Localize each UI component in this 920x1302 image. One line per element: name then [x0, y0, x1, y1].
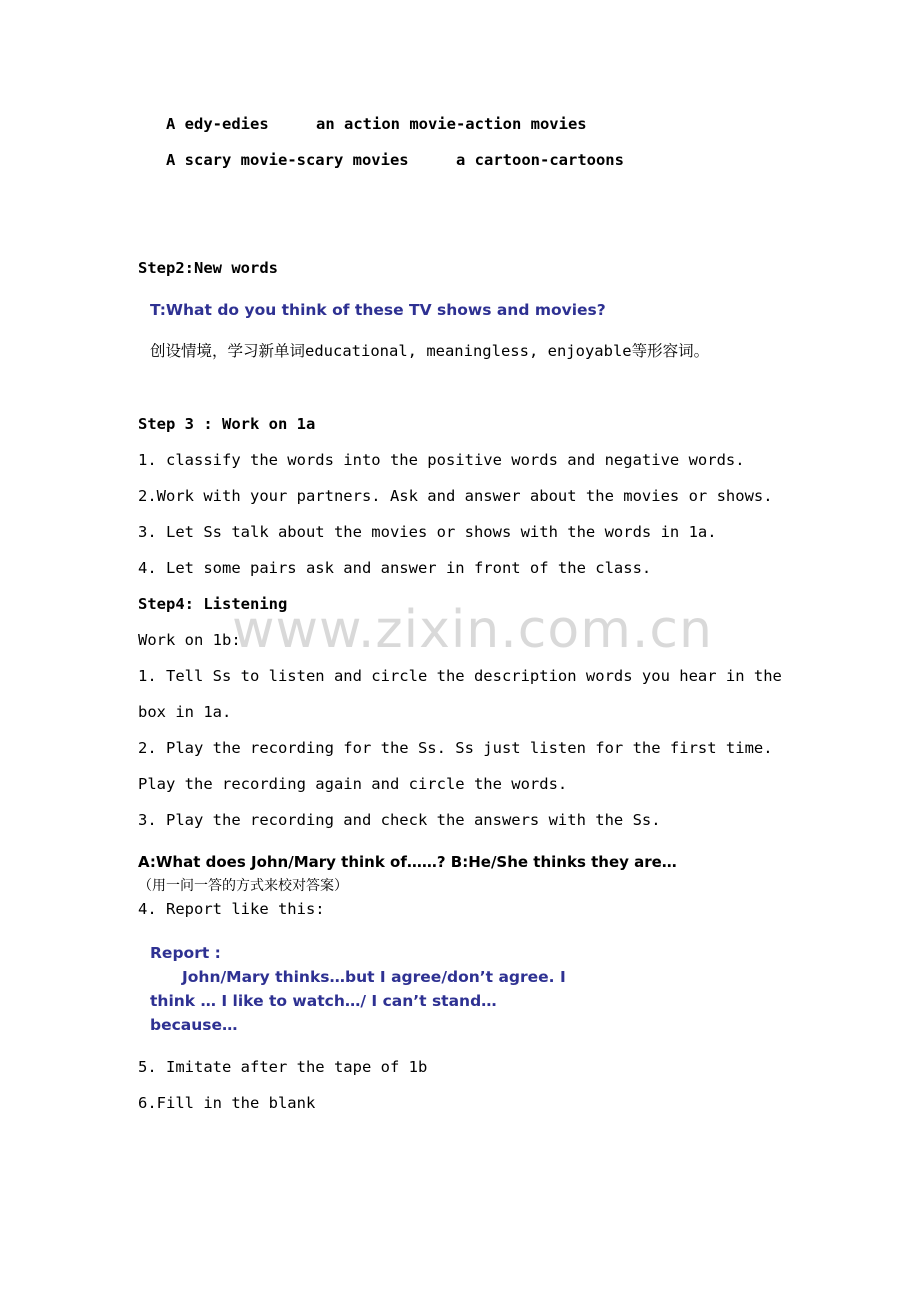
step2-note: 创设情境，学习新单词educational, meaningless, enjoyable等形容词。: [150, 342, 710, 360]
step4-item2-line1: 2. Play the recording for the Ss. Ss just listen for the first time.: [138, 739, 773, 757]
report-line3: because…: [150, 1016, 238, 1034]
step4-item4: 4. Report like this:: [138, 900, 325, 918]
step4-item1-line1: 1. Tell Ss to listen and circle the description words you hear in the: [138, 667, 782, 685]
step4-heading: Step4: Listening: [138, 595, 288, 613]
vocab-line2-a: A scary movie-scary movies: [166, 151, 409, 169]
report-line1: John/Mary thinks…but I agree/don’t agree. I: [182, 968, 566, 986]
step4-item1-line2: box in 1a.: [138, 703, 232, 721]
vocab-line1-a: A edy-edies: [166, 115, 269, 133]
step3-item: 3. Let Ss talk about the movies or shows with the words in 1a.: [138, 523, 717, 541]
report-line2: think … I like to watch…/ I can’t stand…: [150, 992, 497, 1010]
step4-item3: 3. Play the recording and check the answers with the Ss.: [138, 811, 661, 829]
vocab-line1-b: an action movie-action movies: [316, 115, 587, 133]
dialog-note: （用一问一答的方式来校对答案）: [138, 878, 348, 894]
step2-heading: Step2:New words: [138, 259, 278, 277]
step4-item2-line2: Play the recording again and circle the words.: [138, 775, 568, 793]
teacher-question: T:What do you think of these TV shows and movies?: [150, 301, 606, 319]
step4-sub: Work on 1b:: [138, 631, 241, 649]
report-label: Report :: [150, 944, 221, 962]
dialog-line: A:What does John/Mary think of……? B:He/She thinks they are…: [138, 853, 677, 871]
step3-item: 1. classify the words into the positive words and negative words.: [138, 451, 745, 469]
step4-item5: 5. Imitate after the tape of 1b: [138, 1058, 428, 1076]
step3-item: 4. Let some pairs ask and answer in front of the class.: [138, 559, 652, 577]
watermark: www.zixin.com.cn: [232, 600, 713, 660]
step3-heading: Step 3 : Work on 1a: [138, 415, 316, 433]
step4-item6: 6.Fill in the blank: [138, 1094, 316, 1112]
step3-item: 2.Work with your partners. Ask and answer about the movies or shows.: [138, 487, 773, 505]
vocab-line2-b: a cartoon-cartoons: [456, 151, 624, 169]
